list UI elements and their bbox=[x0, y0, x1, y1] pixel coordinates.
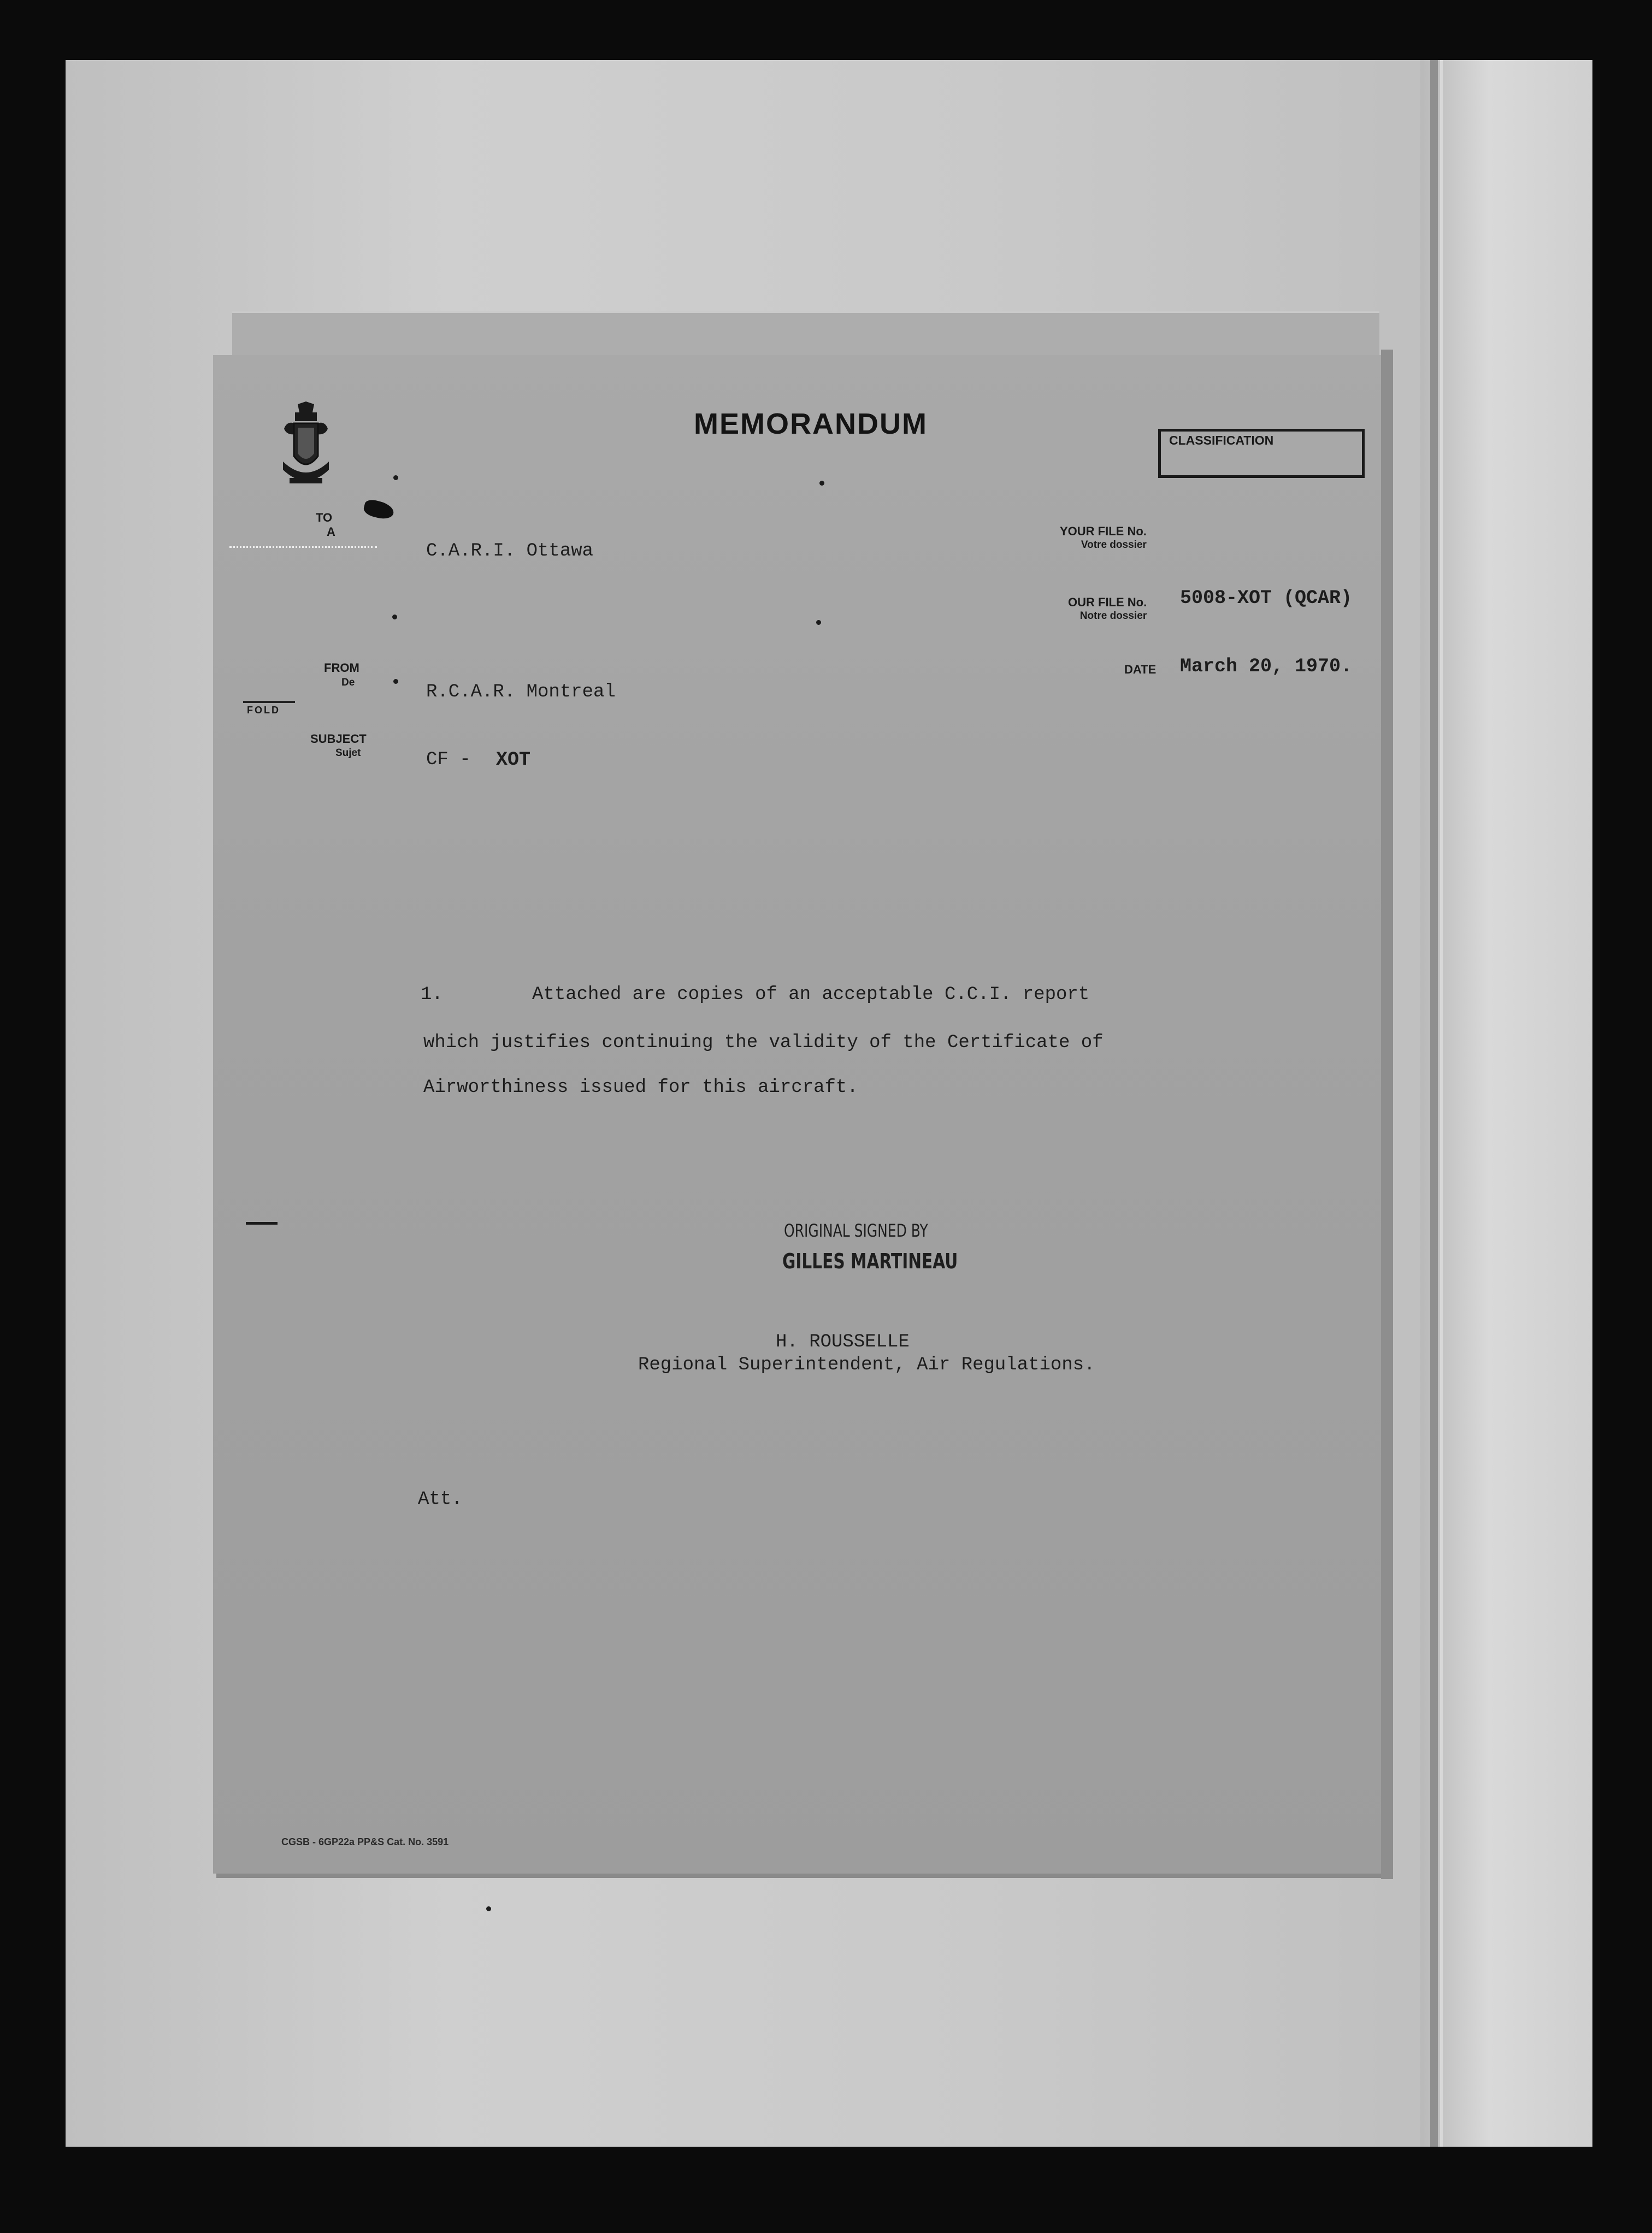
signatory-title: Regional Superintendent, Air Regulations. bbox=[638, 1355, 1095, 1375]
subject-registration: XOT bbox=[496, 749, 531, 771]
signatory-name: H. ROUSSELLE bbox=[776, 1332, 910, 1352]
body-line-3: Airworthiness issued for this aircraft. bbox=[423, 1077, 858, 1098]
signature-stamp-line-2: GILLES MARTINEAU bbox=[782, 1249, 958, 1273]
subject-label-fr: Sujet bbox=[335, 747, 361, 759]
frame-crease-highlight bbox=[1440, 60, 1443, 2147]
from-value: R.C.A.R. Montreal bbox=[426, 682, 616, 702]
frame-crease bbox=[1430, 60, 1438, 2147]
speck bbox=[486, 1906, 491, 1911]
speck bbox=[819, 481, 824, 486]
to-label-en: TO bbox=[316, 511, 333, 524]
from-label-en: FROM bbox=[324, 661, 359, 675]
signature-stamp-line-1: ORIGINAL SIGNED BY bbox=[784, 1220, 928, 1241]
to-label-fr-wrap bbox=[327, 525, 335, 539]
speck bbox=[816, 620, 821, 625]
form-code: CGSB - 6GP22a PP&S Cat. No. 3591 bbox=[281, 1836, 449, 1847]
from-label-fr-wrap bbox=[341, 676, 355, 689]
fold-mark bbox=[243, 701, 295, 703]
memo-sheet bbox=[213, 355, 1385, 1874]
subject-prefix: CF - bbox=[426, 749, 471, 770]
your-file-label-fr: Votre dossier bbox=[1081, 539, 1147, 551]
your-file-label-en: YOUR FILE No. bbox=[1060, 524, 1147, 538]
memo-title: MEMORANDUM bbox=[694, 407, 928, 440]
speck bbox=[393, 475, 398, 480]
our-file-value: 5008-XOT (QCAR) bbox=[1180, 587, 1353, 609]
date-value: March 20, 1970. bbox=[1180, 655, 1353, 677]
coat-of-arms-icon bbox=[279, 401, 333, 497]
subject-label bbox=[310, 732, 367, 746]
from-label bbox=[324, 661, 359, 675]
to-value: C.A.R.I. Ottawa bbox=[426, 541, 594, 562]
your-file-label bbox=[1060, 524, 1147, 552]
classification-label: CLASSIFICATION bbox=[1169, 433, 1274, 447]
speck bbox=[393, 679, 398, 684]
margin-dash bbox=[246, 1222, 278, 1225]
to-label-fr: A bbox=[327, 525, 335, 539]
from-label-fr: De bbox=[341, 677, 355, 688]
fold-label: FOLD bbox=[247, 705, 280, 716]
our-file-label-en: OUR FILE No. bbox=[1068, 595, 1147, 609]
frame-right-strip bbox=[1420, 60, 1592, 2147]
our-file-label bbox=[1068, 595, 1147, 623]
perforation-line bbox=[229, 546, 377, 548]
sheet-edge bbox=[1381, 350, 1393, 1879]
our-file-label-fr: Notre dossier bbox=[1079, 610, 1147, 622]
body-line-2: which justifies continuing the validity of the Certificate of bbox=[423, 1032, 1104, 1053]
subject-label-fr-wrap bbox=[335, 746, 361, 760]
body-line-1: 1. Attached are copies of an acceptable C.C.I. report bbox=[421, 984, 1090, 1005]
subject-label-en: SUBJECT bbox=[310, 732, 367, 746]
speck bbox=[392, 615, 397, 619]
to-label bbox=[316, 511, 332, 524]
attachment-note: Att. bbox=[418, 1489, 463, 1510]
date-label: DATE bbox=[1124, 663, 1157, 676]
